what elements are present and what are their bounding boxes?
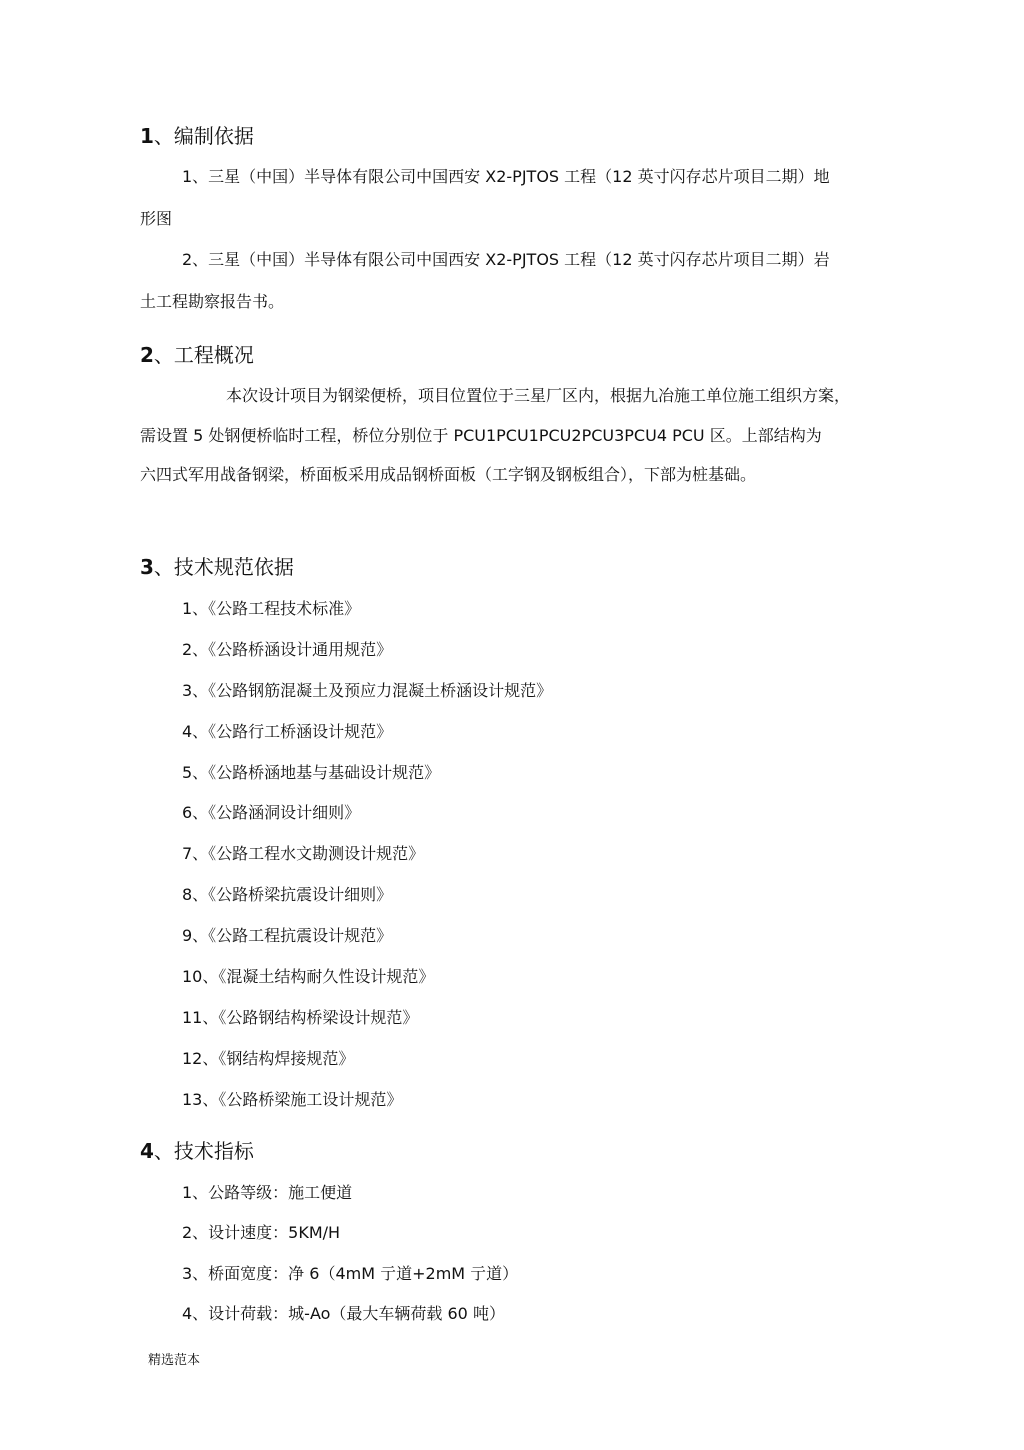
- paragraph-line: 形图: [140, 209, 173, 228]
- list-item: 2、设计速度：5KM/H: [182, 1223, 341, 1242]
- paragraph-line: 六四式军用战备钢梁，桥面板采用成品钢桥面板（工字钢及钢板组合），下部为桩基础。: [140, 465, 757, 484]
- section-title: 、技术规范依据: [153, 555, 294, 579]
- list-item: 9、《公路工程抗震设计规范》: [182, 926, 393, 945]
- list-item: 13、《公路桥梁施工设计规范》: [182, 1090, 403, 1109]
- list-item: 6、《公路涵洞设计细则》: [182, 803, 361, 822]
- list-item: 11、《公路钢结构桥梁设计规范》: [182, 1008, 419, 1027]
- section-heading-1: [140, 121, 254, 151]
- paragraph-line: 2、三星（中国）半导体有限公司中国西安 X2-PJTOS 工程（12 英寸闪存芯片项目二期）岩: [182, 250, 830, 269]
- section-heading-4: [140, 1136, 254, 1166]
- list-item: 8、《公路桥梁抗震设计细则》: [182, 885, 393, 904]
- paragraph-line: 需设置 5 处钢便桥临时工程，桥位分别位于 PCU1PCU1PCU2PCU3PCU4 PCU 区。上部结构为: [140, 426, 822, 445]
- list-item: 1、公路等级：施工便道: [182, 1183, 353, 1202]
- list-item: 4、设计荷载：城-Ao（最大车辆荷载 60 吨）: [182, 1304, 505, 1323]
- list-item: 7、《公路工程水文勘测设计规范》: [182, 844, 425, 863]
- paragraph-line: 土工程勘察报告书。: [140, 292, 285, 311]
- section-number: 3: [140, 555, 154, 579]
- list-item: 5、《公路桥涵地基与基础设计规范》: [182, 763, 441, 782]
- list-item: 3、《公路钢筋混凝土及预应力混凝土桥涵设计规范》: [182, 681, 553, 700]
- section-number: 4: [140, 1139, 154, 1163]
- section-title: 、工程概况: [153, 343, 254, 367]
- list-item: 10、《混凝土结构耐久性设计规范》: [182, 967, 435, 986]
- page-footer: 精选范本: [148, 1353, 201, 1368]
- section-number: 1: [140, 124, 154, 148]
- list-item: 3、桥面宽度：净 6（4mM 亍道+2mM 亍道）: [182, 1264, 519, 1283]
- section-heading-2: [140, 340, 254, 370]
- list-item: 2、《公路桥涵设计通用规范》: [182, 640, 393, 659]
- section-title: 、编制依据: [153, 124, 254, 148]
- paragraph-line: 本次设计项目为钢梁便桥，项目位置位于三星厂区内，根据九冶施工单位施工组织方案，: [226, 386, 851, 405]
- section-number: 2: [140, 343, 154, 367]
- list-item: 1、《公路工程技术标准》: [182, 599, 361, 618]
- section-heading-3: [140, 552, 294, 582]
- list-item: 12、《钢结构焊接规范》: [182, 1049, 355, 1068]
- section-title: 、技术指标: [153, 1139, 254, 1163]
- list-item: 4、《公路行工桥涵设计规范》: [182, 722, 393, 741]
- paragraph-line: 1、三星（中国）半导体有限公司中国西安 X2-PJTOS 工程（12 英寸闪存芯片项目二期）地: [182, 167, 830, 186]
